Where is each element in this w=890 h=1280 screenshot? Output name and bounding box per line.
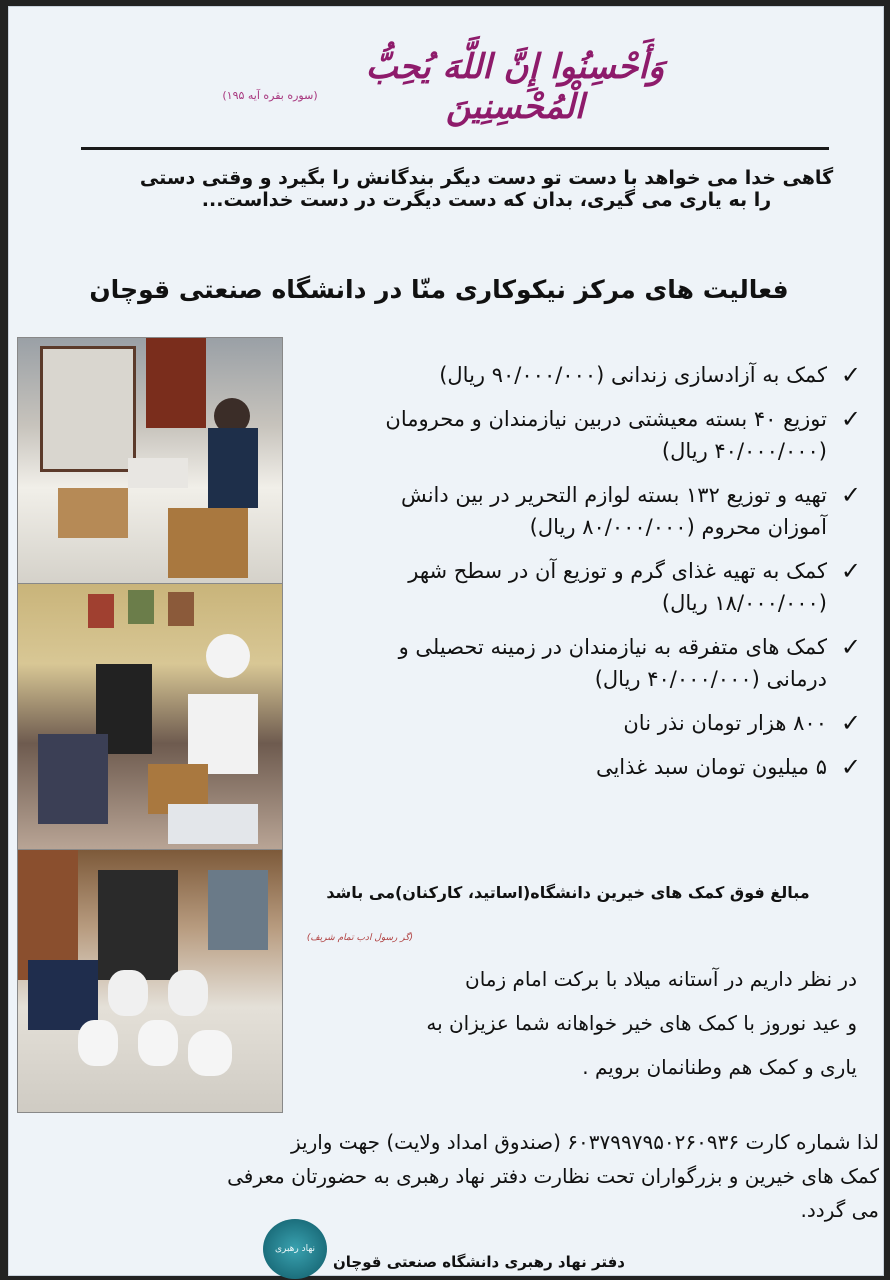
activity-text: ۸۰۰ هزار تومان نذر نان	[623, 711, 827, 735]
divider	[81, 147, 829, 150]
check-icon: ✓	[840, 557, 861, 585]
check-icon: ✓	[840, 481, 861, 509]
activity-text: تهیه و توزیع ۱۳۲ بسته لوازم التحریر در بین دانش	[400, 483, 827, 507]
activity-text: توزیع ۴۰ بسته معیشتی دربین نیازمندان و محرومان	[385, 407, 827, 431]
plan-text	[309, 957, 857, 1089]
photo-food-bags	[17, 849, 283, 1113]
card-line-2: کمک های خیرین و بزرگواران تحت نظارت دفتر نهاد رهبری به حضورتان معرفی	[227, 1164, 879, 1188]
small-signature: (گر رسول ادب تمام شریف)	[306, 933, 413, 943]
activity-text: کمک های متفرقه به نیازمندان در زمینه تحصیلی و	[398, 635, 827, 659]
footer-office: دفتر نهاد رهبری دانشگاه صنعتی قوچان	[333, 1253, 625, 1271]
check-icon: ✓	[840, 361, 861, 389]
photo-packing-office	[17, 337, 283, 589]
plan-line-2: و عید نوروز با کمک های خیر خواهانه شما عزیزان به	[426, 1011, 857, 1035]
intro-text	[129, 167, 844, 211]
check-icon: ✓	[840, 709, 861, 737]
donors-note: مبالغ فوق کمک های خیرین دانشگاه(اساتید، کارکنان)می باشد	[326, 883, 810, 902]
intro-line-2: را به یاری می گیری، بدان که دست دیگرت در دست خداست...	[201, 189, 772, 211]
activity-item	[291, 479, 861, 543]
activity-item	[291, 359, 861, 391]
activity-amount: آموزان محروم (۸۰/۰۰۰/۰۰۰ ریال)	[529, 515, 827, 539]
seal-logo: نهاد رهبری	[263, 1219, 327, 1279]
plan-line-3: یاری و کمک هم وطنانمان برویم .	[582, 1055, 857, 1079]
activity-item	[291, 555, 861, 619]
card-notice	[27, 1125, 879, 1227]
photo-packing-room	[17, 583, 283, 851]
activity-item	[291, 751, 861, 783]
verse-reference: (سوره بقره آیه ۱۹۵)	[222, 89, 318, 102]
activity-item	[291, 707, 861, 739]
activity-list	[291, 359, 861, 795]
activity-item	[291, 403, 861, 467]
activity-item	[291, 631, 861, 695]
quran-verse: وَأَحْسِنُوا إِنَّ اللَّهَ يُحِبُّ الْمُحْسِنِينَ	[365, 47, 665, 127]
activity-text: کمک به تهیه غذای گرم و توزیع آن در سطح شهر	[408, 559, 827, 583]
intro-line-1: گاهی خدا می خواهد با دست تو دست دیگر بندگانش را بگیرد و وقتی دستی	[139, 167, 834, 189]
card-line-3: می گردد.	[800, 1198, 879, 1222]
poster	[8, 6, 884, 1276]
activity-amount: (۴۰/۰۰۰/۰۰۰ ریال)	[661, 439, 827, 463]
card-line-1: لذا شماره کارت ۶۰۳۷۹۹۷۹۵۰۲۶۰۹۳۶ (صندوق امداد ولایت) جهت واریز	[290, 1130, 879, 1154]
check-icon: ✓	[840, 753, 861, 781]
activity-amount: (۱۸/۰۰۰/۰۰۰ ریال)	[661, 591, 827, 615]
check-icon: ✓	[840, 405, 861, 433]
headline: فعالیت های مرکز نیکوکاری منّا در دانشگاه صنعتی قوچان	[89, 275, 789, 304]
check-icon: ✓	[840, 633, 861, 661]
plan-line-1: در نظر داریم در آستانه میلاد با برکت امام زمان	[465, 967, 857, 991]
activity-text: ۵ میلیون تومان سبد غذایی	[595, 755, 827, 779]
activity-text: کمک به آزادسازی زندانی (۹۰/۰۰۰/۰۰۰ ریال)	[439, 363, 827, 387]
activity-amount: درمانی (۴۰/۰۰۰/۰۰۰ ریال)	[594, 667, 827, 691]
